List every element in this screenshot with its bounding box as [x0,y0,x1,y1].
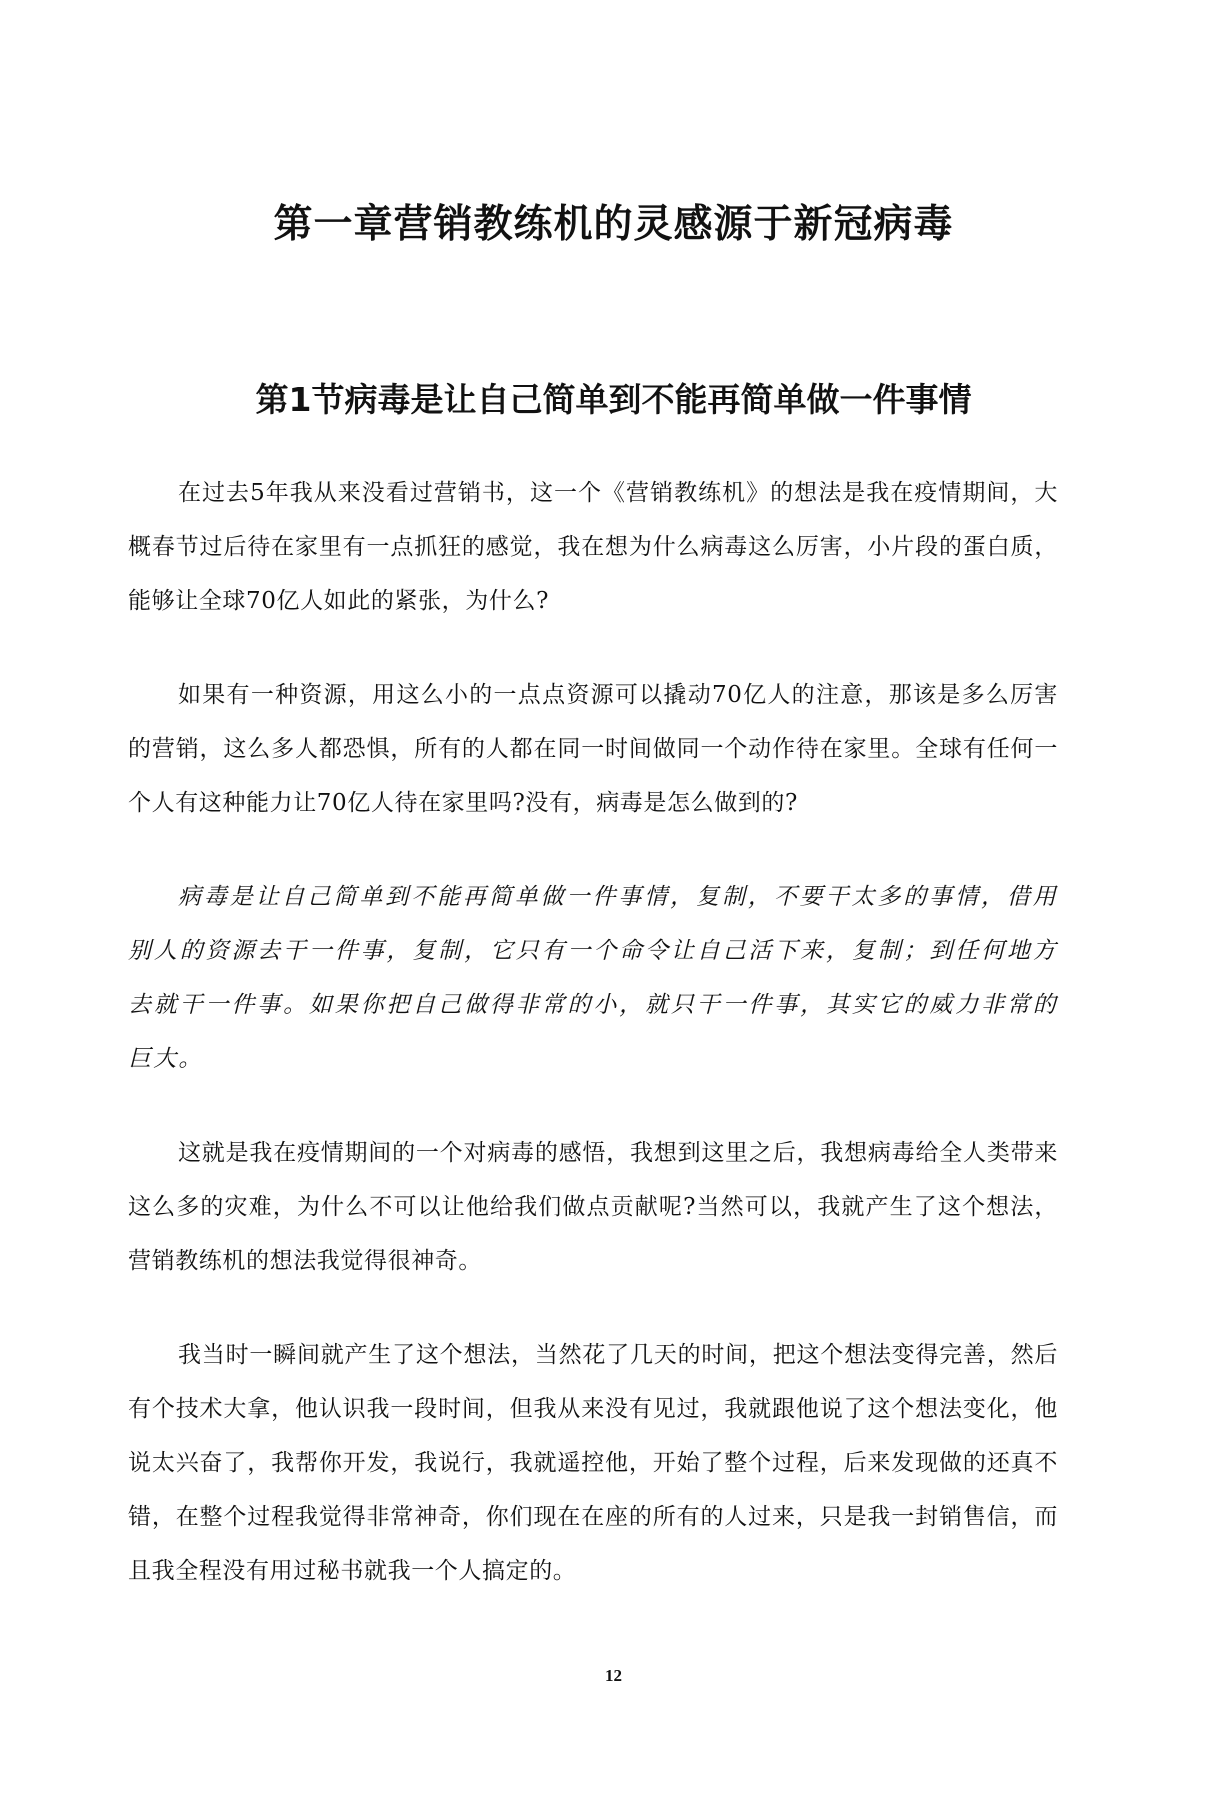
body-text [128,466,1058,1638]
paragraph-4: 这就是我在疫情期间的一个对病毒的感悟，我想到这里之后，我想病毒给全人类带来这么多的灾难，为什么不可以让他给我们做点贡献呢?当然可以，我就产生了这个想法，营销教练机的想法我觉得很神奇。 [128,1140,1058,1274]
paragraph-1: 在过去5年我从来没看过营销书，这一个《营销教练机》的想法是我在疫情期间，大概春节过后待在家里有一点抓狂的感觉，我在想为什么病毒这么厉害，小片段的蛋白质，能够让全球70亿人如此的紧张，为什么? [128,480,1058,614]
section-title: 第1节病毒是让自己简单到不能再简单做一件事情 [255,380,972,419]
page-number: 12 [605,1666,622,1685]
paragraph-3: 病毒是让自己简单到不能再简单做一件事情，复制，不要干太多的事情，借用别人的资源去干一件事，复制，它只有一个命令让自己活下来，复制；到任何地方去就干一件事。如果你把自己做得非常的小，就只干一件事，其实它的威力非常的巨大。 [128,884,1058,1072]
chapter-title: 第一章营销教练机的灵感源于新冠病毒 [273,202,954,247]
paragraph-5: 我当时一瞬间就产生了这个想法，当然花了几天的时间，把这个想法变得完善，然后有个技术大拿，他认识我一段时间，但我从来没有见过，我就跟他说了这个想法变化，他说太兴奋了，我帮你开发，我说行，我就遥控他，开始了整个过程，后来发现做的还真不错，在整个过程我觉得非常神奇，你们现在在座的所有的人过来，只是我一封销售信，而且我全程没有用过秘书就我一个人搞定的。 [128,1342,1058,1584]
paragraph-2: 如果有一种资源，用这么小的一点点资源可以撬动70亿人的注意，那该是多么厉害的营销，这么多人都恐惧，所有的人都在同一时间做同一个动作待在家里。全球有任何一个人有这种能力让70亿人待在家里吗?没有，病毒是怎么做到的? [128,682,1058,816]
